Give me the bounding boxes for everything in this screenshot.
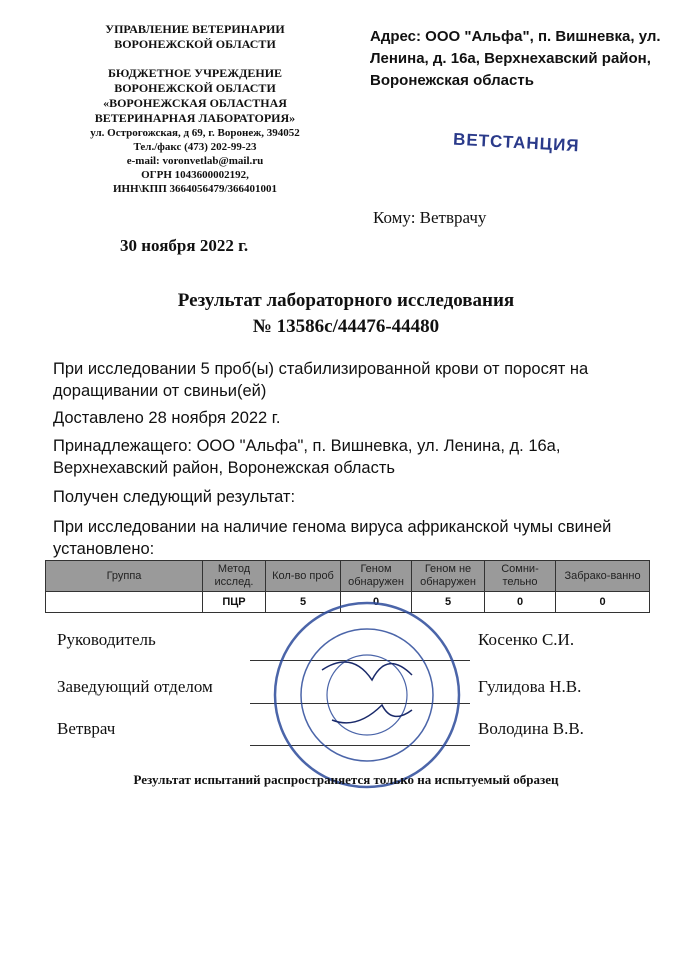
table-header-row bbox=[46, 561, 650, 592]
column-header: Кол-во проб bbox=[266, 561, 341, 592]
column-header: Метод исслед. bbox=[203, 561, 266, 592]
column-header: Геном не обнаружен bbox=[412, 561, 485, 592]
column-header: Группа bbox=[46, 561, 203, 592]
header-line: ВЕТЕРИНАРНАЯ ЛАБОРАТОРИЯ» bbox=[94, 111, 296, 125]
signature-name: Косенко С.И. bbox=[478, 630, 575, 649]
signature-name: Володина В.В. bbox=[478, 719, 584, 738]
issuer-ogrn: ОГРН 1043600002192, bbox=[141, 169, 249, 181]
official-seal bbox=[262, 600, 472, 790]
signature-role: Ветврач bbox=[57, 719, 116, 738]
header-line: ВОРОНЕЖСКОЙ ОБЛАСТИ bbox=[114, 81, 276, 95]
header-line: «ВОРОНЕЖСКАЯ ОБЛАСТНАЯ bbox=[103, 96, 287, 110]
paragraph-delivered: Доставлено 28 ноября 2022 г. bbox=[53, 409, 281, 427]
issuer-address: ул. Острогожская, д 69, г. Воронеж, 394052 bbox=[90, 127, 300, 139]
paragraph-samples: При исследовании 5 проб(ы) стабилизированной крови от поросят на доращивании от свиньи(ей) bbox=[53, 360, 589, 400]
issuer-email: e-mail: voronvetlab@mail.ru bbox=[126, 155, 264, 167]
document-date: 30 ноября 2022 г. bbox=[120, 236, 249, 255]
paragraph-result-intro: Получен следующий результат: bbox=[53, 488, 296, 506]
header-line: ВОРОНЕЖСКОЙ ОБЛАСТИ bbox=[114, 37, 276, 51]
table-cell: ПЦР bbox=[203, 592, 266, 613]
signature-role: Заведующий отделом bbox=[57, 677, 213, 696]
footer-note: Результат испытаний распространяется только на испытуемый образец bbox=[133, 772, 559, 787]
table-cell: 0 bbox=[341, 592, 412, 613]
recipient-address: Адрес: ООО "Альфа", п. Вишневка, ул. Ленина, д. 16а, Верхнехавский район, Воронежская область bbox=[370, 28, 661, 89]
vet-station-stamp: ВЕТСТАНЦИЯ bbox=[452, 129, 581, 156]
table-cell: 0 bbox=[556, 592, 650, 613]
column-header: Забрако-ванно bbox=[556, 561, 650, 592]
issuer-inn: ИНН\КПП 3664056479/366401001 bbox=[112, 183, 278, 195]
column-header: Сомни-тельно bbox=[485, 561, 556, 592]
column-header: Геном обнаружен bbox=[341, 561, 412, 592]
issuer-phone: Тел./факс (473) 202-99-23 bbox=[133, 141, 257, 153]
recipient: Кому: Ветврачу bbox=[373, 208, 487, 227]
header-line: БЮДЖЕТНОЕ УЧРЕЖДЕНИЕ bbox=[107, 66, 283, 80]
table-cell bbox=[46, 592, 203, 613]
signature-name: Гулидова Н.В. bbox=[478, 677, 582, 696]
signature-role: Руководитель bbox=[57, 630, 156, 649]
table-cell: 5 bbox=[266, 592, 341, 613]
paragraph-owner: Принадлежащего: ООО "Альфа", п. Вишневка, ул. Ленина, д. 16а, Верхнехавский район, Воронежская область bbox=[53, 437, 561, 477]
document-title bbox=[0, 288, 692, 340]
paragraph-finding: При исследовании на наличие генома вируса африканской чумы свиней установлено: bbox=[53, 518, 612, 558]
table-cell: 5 bbox=[412, 592, 485, 613]
table-cell: 0 bbox=[485, 592, 556, 613]
title-text: Результат лабораторного исследования bbox=[177, 290, 515, 311]
document-number: № 13586с/44476-44480 bbox=[252, 316, 440, 337]
issuer-header bbox=[40, 22, 350, 196]
header-line: УПРАВЛЕНИЕ ВЕТЕРИНАРИИ bbox=[105, 22, 285, 36]
